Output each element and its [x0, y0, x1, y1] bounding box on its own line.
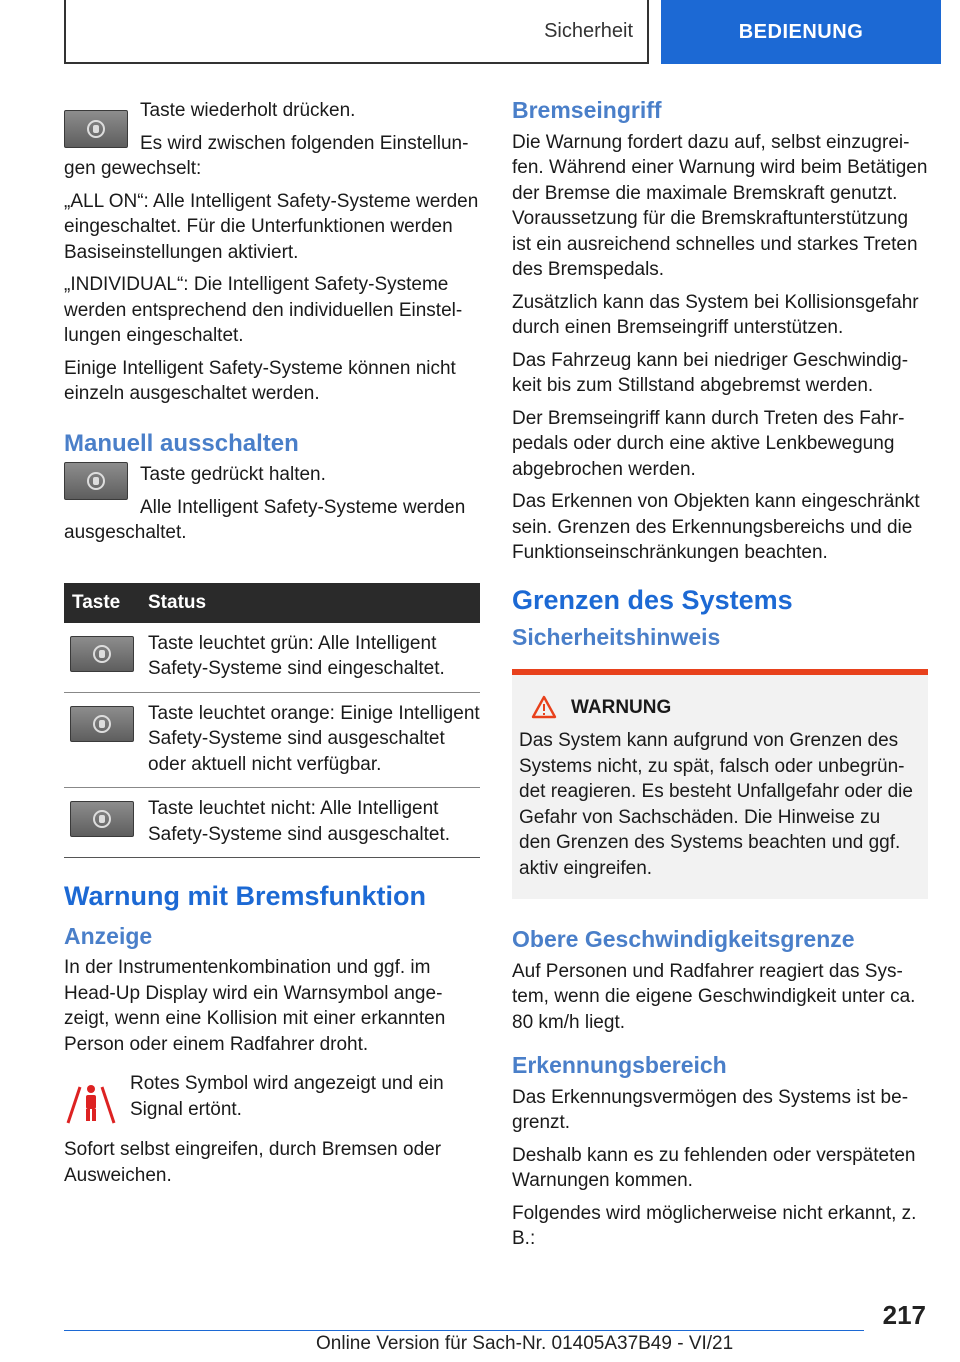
button-instruction: [64, 98, 480, 189]
symbol-instruction: [64, 1067, 480, 1131]
text-p5: Einige Intelligent Safety-Systeme können nicht einzeln ausgeschaltet werden.: [64, 357, 456, 404]
page-number: 217: [882, 1300, 926, 1330]
text-r5: Das Erkennen von Objekten kann eingeschränkt sein. Grenzen des Erkennungsbereichs und die Funktionseinschränkungen beachten.: [512, 491, 920, 563]
text-r2: Zusätzlich kann das System bei Kollisionsgefahr durch einen Bremseingriff unterstützen.: [512, 291, 919, 338]
safety-button-icon: [70, 706, 134, 742]
table-header: [64, 583, 480, 623]
heading-brake-intervention: Bremseingriff: [512, 97, 662, 123]
text-r6: Auf Personen und Radfahrer reagiert das System, wenn die eigene Geschwindigkeit unter ca. 80 km/h liegt.: [512, 960, 916, 1033]
safety-button-icon: [64, 462, 128, 500]
warning-title-row: [519, 695, 914, 721]
right-column: [512, 98, 928, 1259]
safety-button-icon: [70, 636, 134, 672]
heading-display: Anzeige: [64, 922, 153, 949]
pedestrian-warning-icon: [64, 1073, 118, 1127]
text-p8: In der Instrumentenkombination und ggf. im Head-Up Display wird ein Warnsymbol angezeigt, wenn eine Kollision mit einer erkannten Person oder einem Radfahrer droht.: [64, 957, 446, 1055]
table-header-taste: Taste: [72, 591, 121, 613]
left-column: [64, 98, 480, 1195]
heading-safety-note: Sicherheitshinweis: [512, 624, 721, 650]
table-cell-status: Taste leuchtet orange: Einige Intelligent Safety-Systeme sind ausgeschaltet oder aktuell nicht verfügbar.: [148, 702, 480, 775]
heading-warning-brake: Warnung mit Bremsfunktion: [64, 881, 426, 911]
text-r7: Das Erkennungsvermögen des Systems ist begrenzt.: [512, 1086, 909, 1133]
text-r8: Deshalb kann es zu fehlenden oder verspäteten Warnungen kommen.: [512, 1144, 916, 1191]
heading-upper-speed-limit: Obere Geschwindigkeitsgrenze: [512, 926, 855, 952]
warning-box: [512, 669, 928, 900]
header-section-title: Sicherheit: [544, 19, 633, 42]
heading-manual: Manuell ausschalten: [64, 429, 299, 457]
text-r3: Das Fahrzeug kann bei niedriger Geschwindigkeit bis zum Stillstand abgebremst werden.: [512, 349, 909, 396]
table-cell-status: Taste leuchtet nicht: Alle Intelligent Safety-Systeme sind ausgeschaltet.: [148, 798, 451, 845]
footer-divider: [64, 1330, 864, 1331]
text-p10: Sofort selbst eingreifen, durch Bremsen oder Ausweichen.: [64, 1139, 442, 1186]
text-p1: Taste wiederholt drücken.: [140, 100, 356, 121]
safety-button-icon: [70, 801, 134, 837]
header-chapter: [661, 0, 941, 64]
table-row: [64, 623, 480, 693]
text-p7: Alle Intelligent Safety-Systeme werden ausgeschaltet.: [64, 496, 466, 543]
footer-text: Online Version für Sach-Nr. 01405A37B49 - VI/21: [316, 1333, 734, 1354]
text-r9: Folgendes wird möglicherweise nicht erkannt, z. B.:: [512, 1202, 917, 1249]
header-section: [64, 0, 649, 64]
table-row: [64, 788, 480, 857]
warning-triangle-icon: [531, 695, 557, 719]
text-r4: Der Bremseingriff kann durch Treten des Fahrpedals oder durch eine aktive Lenkbewegung abgebrochen werden.: [512, 407, 905, 480]
text-p2: Es wird zwischen folgenden Einstellungen gewechselt:: [64, 132, 469, 179]
warning-title: WARNUNG: [571, 696, 672, 718]
heading-system-limits: Grenzen des Systems: [512, 584, 793, 615]
table-cell-status: Taste leuchtet grün: Alle Intelligent Safety-Systeme sind eingeschaltet.: [148, 632, 445, 679]
text-p6: Taste gedrückt halten.: [140, 464, 326, 485]
safety-button-icon: [64, 110, 128, 148]
text-p9: Rotes Symbol wird angezeigt und ein Signal ertönt.: [130, 1073, 444, 1120]
text-r1: Die Warnung fordert dazu auf, selbst einzugreifen. Während einer Warnung wird beim Betätigen der Bremse die maximale Bremskraft genutzt. Voraussetzung für die Bremskraftunterstützung ist ein ausreichend schnelles und starkes Treten des Bremspedals.: [512, 131, 928, 280]
manual-instruction: [64, 462, 480, 553]
heading-detection-range: Erkennungsbereich: [512, 1052, 727, 1078]
table-header-status: Status: [148, 591, 207, 613]
header-chapter-title: BEDIENUNG: [738, 20, 864, 43]
status-table: [64, 583, 480, 859]
warning-text: Das System kann aufgrund von Grenzen des Systems nicht, zu spät, falsch oder unbegründet reagieren. Es besteht Unfallgefahr oder die Gefahr von Sachschäden. Die Hinweise zu den Grenzen des Systems beachten und ggf. aktiv eingreifen.: [519, 730, 913, 879]
text-p3: „ALL ON“: Alle Intelligent Safety-Systeme werden eingeschaltet. Für die Unterfunktionen werden Basiseinstellungen aktiviert.: [64, 190, 479, 263]
table-row: [64, 693, 480, 789]
text-p4: „INDIVIDUAL“: Die Intelligent Safety-Systeme werden entsprechend den individuellen Einstellungen eingeschaltet.: [64, 274, 463, 346]
